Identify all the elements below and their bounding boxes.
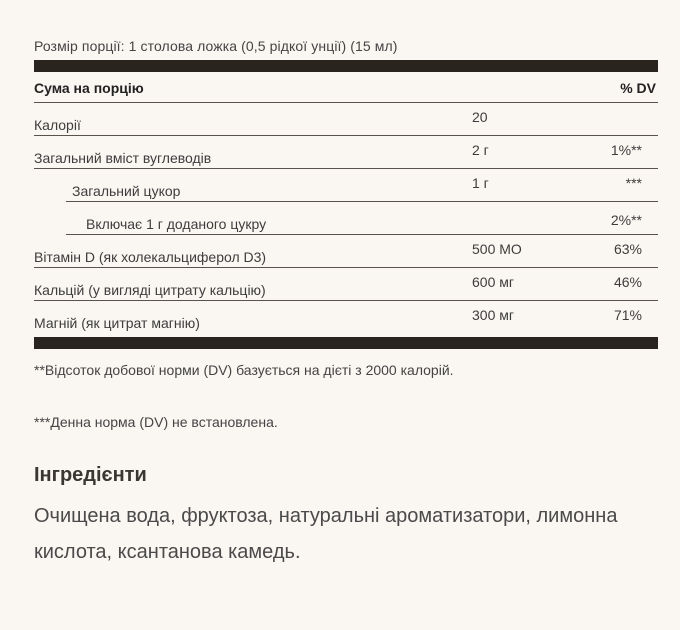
table-header-row <box>34 72 658 103</box>
nutrient-name: Калорії <box>34 117 81 133</box>
nutrient-dv: 1%** <box>610 142 642 158</box>
nutrient-name: Загальний вміст вуглеводів <box>34 150 212 166</box>
nutrient-name: Кальцій (у вигляді цитрату кальцію) <box>34 282 266 298</box>
header-amount-per-serving: Сума на порцію <box>34 80 144 96</box>
nutrient-amount: 2 г <box>472 142 489 158</box>
header-dv: % DV <box>620 80 656 96</box>
footnote-dv-basis: **Відсоток добової норми (DV) базується на дієті з 2000 калорій. <box>34 362 454 378</box>
footnote-not-established: ***Денна норма (DV) не встановлена. <box>34 414 278 430</box>
bottom-divider-bar <box>34 337 658 349</box>
nutrient-amount: 1 г <box>472 175 489 191</box>
table-row <box>66 169 658 202</box>
nutrient-name: Магній (як цитрат магнію) <box>34 315 200 331</box>
serving-size: Розмір порції: 1 столова ложка (0,5 рідкої унції) (15 мл) <box>34 38 398 54</box>
nutrient-dv: 46% <box>613 274 642 290</box>
nutrient-name: Загальний цукор <box>72 183 181 199</box>
nutrition-table <box>34 72 658 334</box>
nutrient-dv: 63% <box>613 241 642 257</box>
table-row <box>34 103 658 136</box>
table-row <box>34 235 658 268</box>
nutrition-panel <box>8 0 672 630</box>
nutrient-amount: 500 МО <box>472 241 522 257</box>
ingredients-list: Очищена вода, фруктоза, натуральні ароматизатори, лимонна кислота, ксантанова камедь. <box>34 505 618 563</box>
nutrient-amount: 300 мг <box>472 307 514 323</box>
nutrient-dv: 2%** <box>610 212 642 228</box>
ingredients-heading: Інгредієнти <box>34 464 147 486</box>
nutrient-amount: 600 мг <box>472 274 514 290</box>
table-row <box>34 268 658 301</box>
table-row <box>34 136 658 169</box>
nutrient-name: Включає 1 г доданого цукру <box>86 216 267 232</box>
table-row <box>66 202 658 235</box>
top-divider-bar <box>34 60 658 72</box>
nutrient-dv: 71% <box>613 307 642 323</box>
nutrient-dv: *** <box>625 175 642 191</box>
nutrient-amount: 20 <box>472 109 488 125</box>
nutrient-name: Вітамін D (як холекальциферол D3) <box>34 249 267 265</box>
table-row <box>34 301 658 334</box>
